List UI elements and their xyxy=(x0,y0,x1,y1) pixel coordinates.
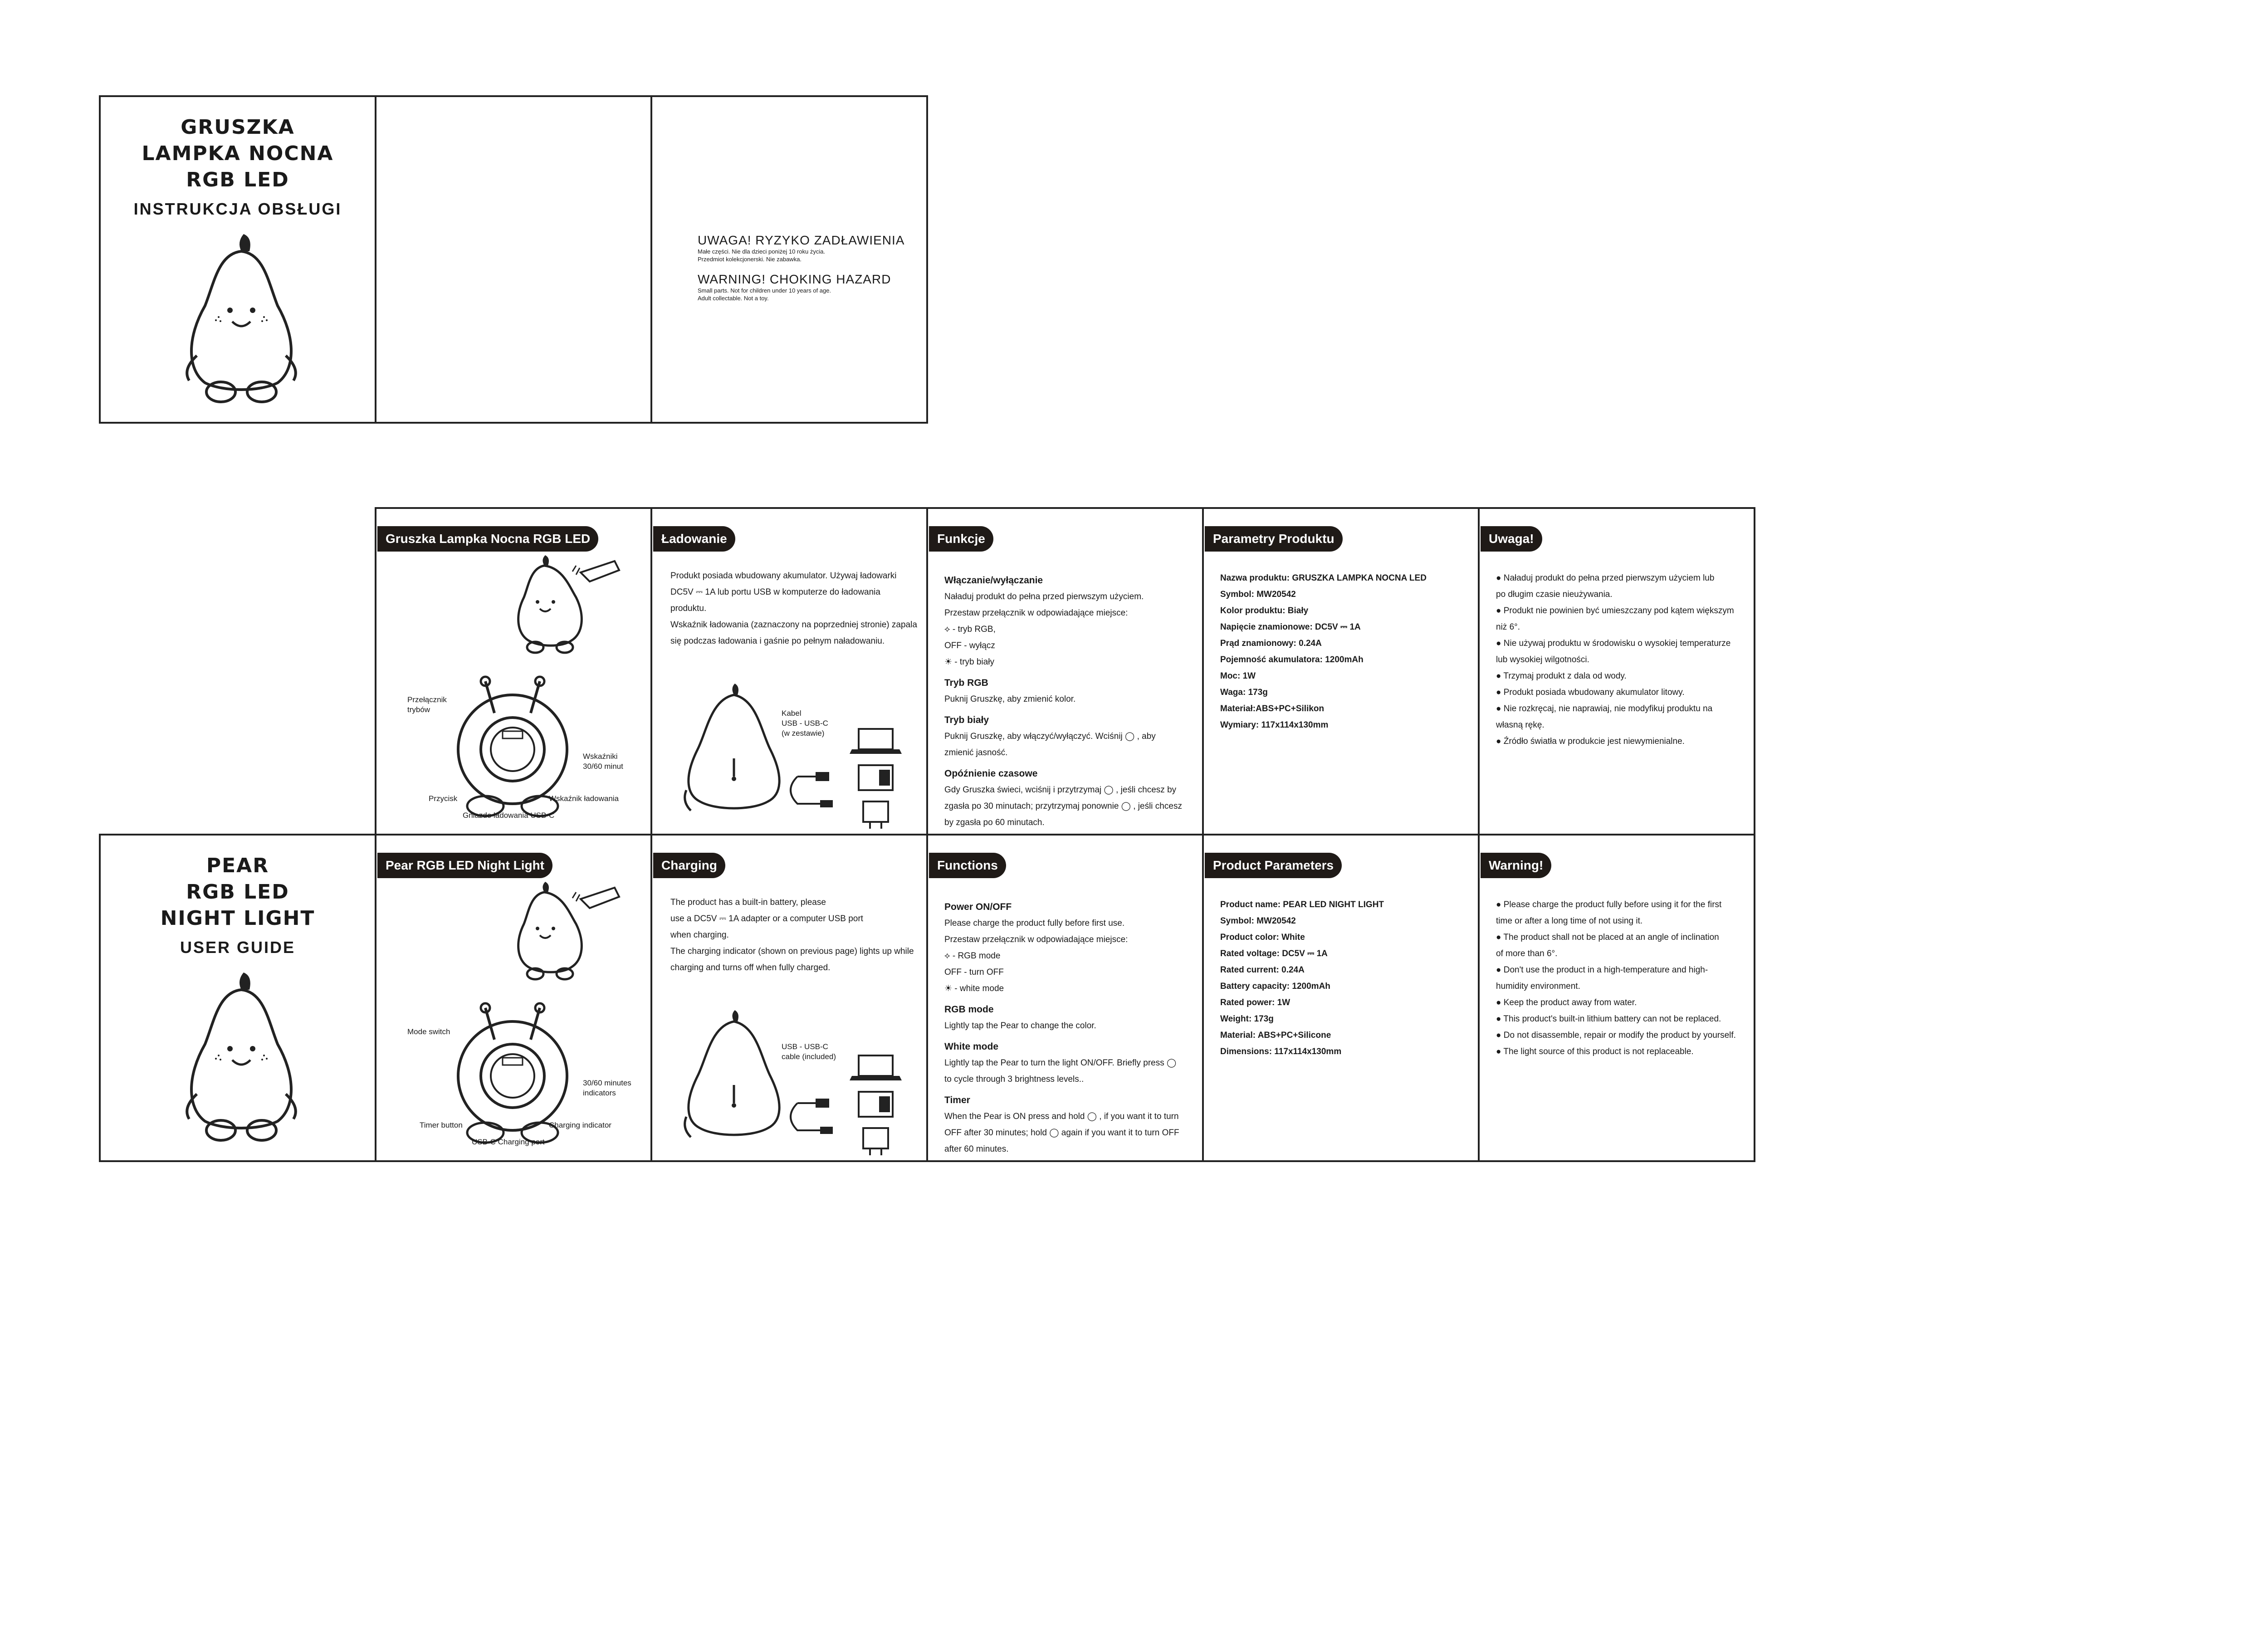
en-warning-panel xyxy=(1478,834,1755,1162)
en-cover-panel xyxy=(99,834,376,1162)
en-charging-line2: use a DC5V ⎓ 1A adapter or a computer USB port xyxy=(670,914,863,923)
pl-cover-panel xyxy=(99,95,376,424)
en-choking-line2: Adult collectable. Not a toy. xyxy=(698,295,769,302)
pl-charging-line1: Produkt posiada wbudowany akumulator. Używaj ładowarki xyxy=(670,571,897,581)
pl-warning-panel xyxy=(1478,507,1755,836)
pl-cover-title-line2: LAMPKA NOCNA xyxy=(142,142,334,165)
pl-cable-label: Kabel USB - USB-C (w zestawie) xyxy=(782,709,828,738)
en-indicators-label: 30/60 minutes indicators xyxy=(583,1079,631,1097)
en-cover-title-line2: RGB LED xyxy=(186,880,289,904)
pl-charging-text xyxy=(670,568,917,650)
pl-params-list xyxy=(1220,570,1427,733)
en-usb-port-label: USB-C Charging port xyxy=(472,1138,545,1146)
en-warning-item: ● The light source of this product is not replaceable. xyxy=(1496,1047,1694,1056)
en-func-text: When the Pear is ON press and hold ◯ , if you want it to turn xyxy=(944,1112,1179,1121)
choking-warning-text xyxy=(698,233,904,302)
pl-func-mode-off: OFF - wyłącz xyxy=(944,641,995,650)
pl-param-row: Materiał:ABS+PC+Silikon xyxy=(1220,704,1325,713)
pl-func-heading-rgb: Tryb RGB xyxy=(944,678,988,688)
pl-func-heading-white: Tryb biały xyxy=(944,715,989,725)
pl-param-row: Kolor produktu: Biały xyxy=(1220,606,1309,616)
en-func-heading-timer: Timer xyxy=(944,1095,970,1105)
en-func-text: to cycle through 3 brightness levels.. xyxy=(944,1075,1084,1084)
pl-func-text: Przestaw przełącznik w odpowiadające miejsce: xyxy=(944,608,1128,618)
en-params-panel xyxy=(1202,834,1480,1162)
pl-warning-item: po długim czasie nieużywania. xyxy=(1496,590,1613,599)
en-charging-text xyxy=(670,894,914,976)
pl-param-row: Pojemność akumulatora: 1200mAh xyxy=(1220,655,1364,665)
pl-params-panel xyxy=(1202,507,1480,836)
pl-choking-line2: Przedmiot kolekcjonerski. Nie zabawka. xyxy=(698,256,802,263)
en-product-tag: Pear RGB LED Night Light xyxy=(377,853,552,878)
en-param-row: Material: ABS+PC+Silicone xyxy=(1220,1031,1331,1040)
en-warning-item: ● Do not disassemble, repair or modify the product by yourself. xyxy=(1496,1031,1736,1040)
en-warning-item: time or after a long time of not using it. xyxy=(1496,916,1643,926)
en-charging-line5: charging and turns off when fully charged. xyxy=(670,963,831,972)
pl-cover-subtitle: INSTRUKCJA OBSŁUGI xyxy=(133,200,342,218)
en-param-row: Product color: White xyxy=(1220,933,1305,942)
pear-illustration-icon xyxy=(169,972,314,1144)
pl-warning-tag: Uwaga! xyxy=(1481,526,1542,552)
en-func-heading-white: White mode xyxy=(944,1041,998,1052)
pl-func-heading-timer: Opóźnienie czasowe xyxy=(944,768,1038,779)
en-params-list xyxy=(1220,897,1384,1060)
pl-warning-item: własną rękę. xyxy=(1496,720,1545,730)
en-functions-tag: Functions xyxy=(929,853,1006,878)
en-func-text: after 60 minutes. xyxy=(944,1144,1009,1154)
en-param-row: Battery capacity: 1200mAh xyxy=(1220,982,1330,991)
en-params-tag: Product Parameters xyxy=(1205,853,1342,878)
pl-warning-item: ● Trzymaj produkt z dala od wody. xyxy=(1496,671,1627,681)
en-param-row: Rated current: 0.24A xyxy=(1220,965,1305,975)
en-cover-title xyxy=(101,853,375,957)
en-param-row: Dimensions: 117x114x130mm xyxy=(1220,1047,1342,1056)
en-choking-title: WARNING! CHOKING HAZARD xyxy=(698,272,891,286)
pl-warning-item: ● Źródło światła w produkcie jest niewymienialne. xyxy=(1496,737,1685,746)
en-timer-button-label: Timer button xyxy=(420,1121,463,1129)
pl-param-row: Wymiary: 117x114x130mm xyxy=(1220,720,1329,730)
en-func-mode-off: OFF - turn OFF xyxy=(944,967,1004,977)
en-param-row: Weight: 173g xyxy=(1220,1014,1274,1024)
pl-func-text: Gdy Gruszka świeci, wciśnij i przytrzymaj ◯ , jeśli chcesz by xyxy=(944,785,1177,795)
en-func-text: Przestaw przełącznik w odpowiadające miejsce: xyxy=(944,935,1128,944)
pl-product-tag: Gruszka Lampka Nocna RGB LED xyxy=(377,526,598,552)
en-functions-text xyxy=(944,894,1179,1158)
en-product-panel xyxy=(375,834,652,1162)
en-warning-item: ● This product's built-in lithium battery can not be replaced. xyxy=(1496,1014,1721,1024)
pl-func-text: zmienić jasność. xyxy=(944,748,1008,757)
pl-warning-list xyxy=(1496,570,1734,750)
en-warning-item: of more than 6°. xyxy=(1496,949,1558,958)
pear-charging-icon xyxy=(679,1008,915,1153)
pl-params-tag: Parametry Produktu xyxy=(1205,526,1343,552)
pl-timer-button-label: Przycisk xyxy=(429,794,458,803)
en-param-row: Rated power: 1W xyxy=(1220,998,1290,1007)
pl-charging-tag: Ładowanie xyxy=(653,526,735,552)
en-func-heading-power: Power ON/OFF xyxy=(944,902,1012,912)
en-func-mode-white: ☀ - white mode xyxy=(944,984,1004,993)
pl-cover-title-line3: RGB LED xyxy=(186,168,289,191)
pl-warning-item: ● Nie używaj produktu w środowisku o wysokiej temperaturze xyxy=(1496,639,1731,648)
choking-warning-panel xyxy=(650,95,928,424)
en-param-row: Product name: PEAR LED NIGHT LIGHT xyxy=(1220,900,1384,909)
pl-func-text: zgasła po 30 minutach; przytrzymaj ponownie ◯ , jeśli chcesz xyxy=(944,801,1182,811)
en-warning-list xyxy=(1496,897,1736,1060)
pl-param-row: Waga: 173g xyxy=(1220,688,1268,697)
pear-charging-icon xyxy=(679,681,915,826)
pl-charging-panel xyxy=(650,507,928,836)
en-warning-tag: Warning! xyxy=(1481,853,1551,878)
pl-warning-item: lub wysokiej wilgotności. xyxy=(1496,655,1589,665)
en-cover-title-line3: NIGHT LIGHT xyxy=(160,907,315,930)
pl-product-panel xyxy=(375,507,652,836)
pl-param-row: Napięcie znamionowe: DC5V ⎓ 1A xyxy=(1220,622,1361,632)
en-func-text: Lightly tap the Pear to turn the light ON/OFF. Briefly press ◯ xyxy=(944,1058,1177,1068)
pl-choking-title: UWAGA! RYZYKO ZADŁAWIENIA xyxy=(698,233,905,247)
en-func-text: Lightly tap the Pear to change the color. xyxy=(944,1021,1096,1031)
en-func-text: OFF after 30 minutes; hold ◯ again if you want it to turn OFF xyxy=(944,1128,1179,1138)
pl-param-row: Symbol: MW20542 xyxy=(1220,590,1296,599)
pl-functions-text xyxy=(944,568,1182,831)
pl-charging-line3: produktu. xyxy=(670,604,707,613)
en-mode-switch-label: Mode switch xyxy=(407,1027,450,1036)
pl-warning-item: ● Nie rozkręcaj, nie naprawiaj, nie modyfikuj produktu na xyxy=(1496,704,1713,713)
en-charging-line4: The charging indicator (shown on previous page) lights up while xyxy=(670,947,914,956)
pl-func-heading-power: Włączanie/wyłączanie xyxy=(944,575,1043,586)
pl-cover-title xyxy=(101,114,375,219)
en-charging-line3: when charging. xyxy=(670,930,729,940)
pl-warning-item: ● Produkt posiada wbudowany akumulator litowy. xyxy=(1496,688,1685,697)
en-warning-item: ● The product shall not be placed at an angle of inclination xyxy=(1496,933,1719,942)
en-cover-title-line1: PEAR xyxy=(206,854,269,877)
en-warning-item: humidity environment. xyxy=(1496,982,1580,991)
en-warning-item: ● Please charge the product fully before using it for the first xyxy=(1496,900,1722,909)
pl-functions-tag: Funkcje xyxy=(929,526,993,552)
pl-func-mode-white: ☀ - tryb biały xyxy=(944,657,994,667)
pl-warning-item: ● Naładuj produkt do pełna przed pierwszym użyciem lub xyxy=(1496,573,1715,583)
pear-illustration-icon xyxy=(169,233,314,406)
en-charging-line1: The product has a built-in battery, please xyxy=(670,898,826,907)
pl-param-row: Moc: 1W xyxy=(1220,671,1256,681)
pl-usb-port-label: Gniazdo ładowania USB-C xyxy=(463,811,555,820)
pl-charging-line4: Wskaźnik ładowania (zaznaczony na poprzedniej stronie) zapala xyxy=(670,620,917,630)
en-func-text: Please charge the product fully before first use. xyxy=(944,919,1125,928)
pl-cover-title-line1: GRUSZKA xyxy=(181,116,295,139)
en-param-row: Rated voltage: DC5V ⎓ 1A xyxy=(1220,949,1328,958)
blank-panel xyxy=(375,95,652,424)
pl-warning-item: ● Produkt nie powinien być umieszczany pod kątem większym xyxy=(1496,606,1734,616)
en-func-mode-rgb: ⟡ - RGB mode xyxy=(944,951,1001,961)
en-func-heading-rgb: RGB mode xyxy=(944,1004,994,1015)
en-charging-indicator-label: Charging indicator xyxy=(549,1121,611,1129)
pear-with-hand-icon xyxy=(513,881,621,985)
pl-func-text: Puknij Gruszkę, aby włączyć/wyłączyć. Wciśnij ◯ , aby xyxy=(944,732,1156,741)
pear-with-hand-icon xyxy=(513,554,621,659)
pl-param-row: Prąd znamionowy: 0.24A xyxy=(1220,639,1322,648)
pl-functions-panel xyxy=(926,507,1204,836)
pl-mode-switch-label: Przełącznik trybów xyxy=(407,695,447,714)
pl-choking-line1: Małe części. Nie dla dzieci poniżej 10 roku życia. xyxy=(698,248,826,255)
pl-indicators-label: Wskaźniki 30/60 minut xyxy=(583,752,623,771)
en-charging-panel xyxy=(650,834,928,1162)
pl-param-row: Nazwa produktu: GRUSZKA LAMPKA NOCNA LED xyxy=(1220,573,1427,583)
en-functions-panel xyxy=(926,834,1204,1162)
en-charging-tag: Charging xyxy=(653,853,725,878)
en-warning-item: ● Don't use the product in a high-temperature and high- xyxy=(1496,965,1708,975)
pl-func-text: by zgasła po 60 minutach. xyxy=(944,818,1045,827)
en-cover-subtitle: USER GUIDE xyxy=(180,938,296,957)
pl-charging-indicator-label: Wskaźnik ładowania xyxy=(549,794,619,803)
en-param-row: Symbol: MW20542 xyxy=(1220,916,1296,926)
pl-func-mode-rgb: ⟡ - tryb RGB, xyxy=(944,625,996,634)
pl-warning-item: niż 6°. xyxy=(1496,622,1520,632)
en-cable-label: USB - USB-C cable (included) xyxy=(782,1042,836,1061)
en-choking-line1: Small parts. Not for children under 10 years of age. xyxy=(698,287,831,294)
pl-charging-line5: się podczas ładowania i gaśnie po pełnym naładowaniu. xyxy=(670,636,885,646)
pl-func-text: Puknij Gruszkę, aby zmienić kolor. xyxy=(944,694,1076,704)
pl-func-text: Naładuj produkt do pełna przed pierwszym użyciem. xyxy=(944,592,1144,601)
pl-charging-line2: DC5V ⎓ 1A lub portu USB w komputerze do ładowania xyxy=(670,587,880,597)
en-warning-item: ● Keep the product away from water. xyxy=(1496,998,1637,1007)
